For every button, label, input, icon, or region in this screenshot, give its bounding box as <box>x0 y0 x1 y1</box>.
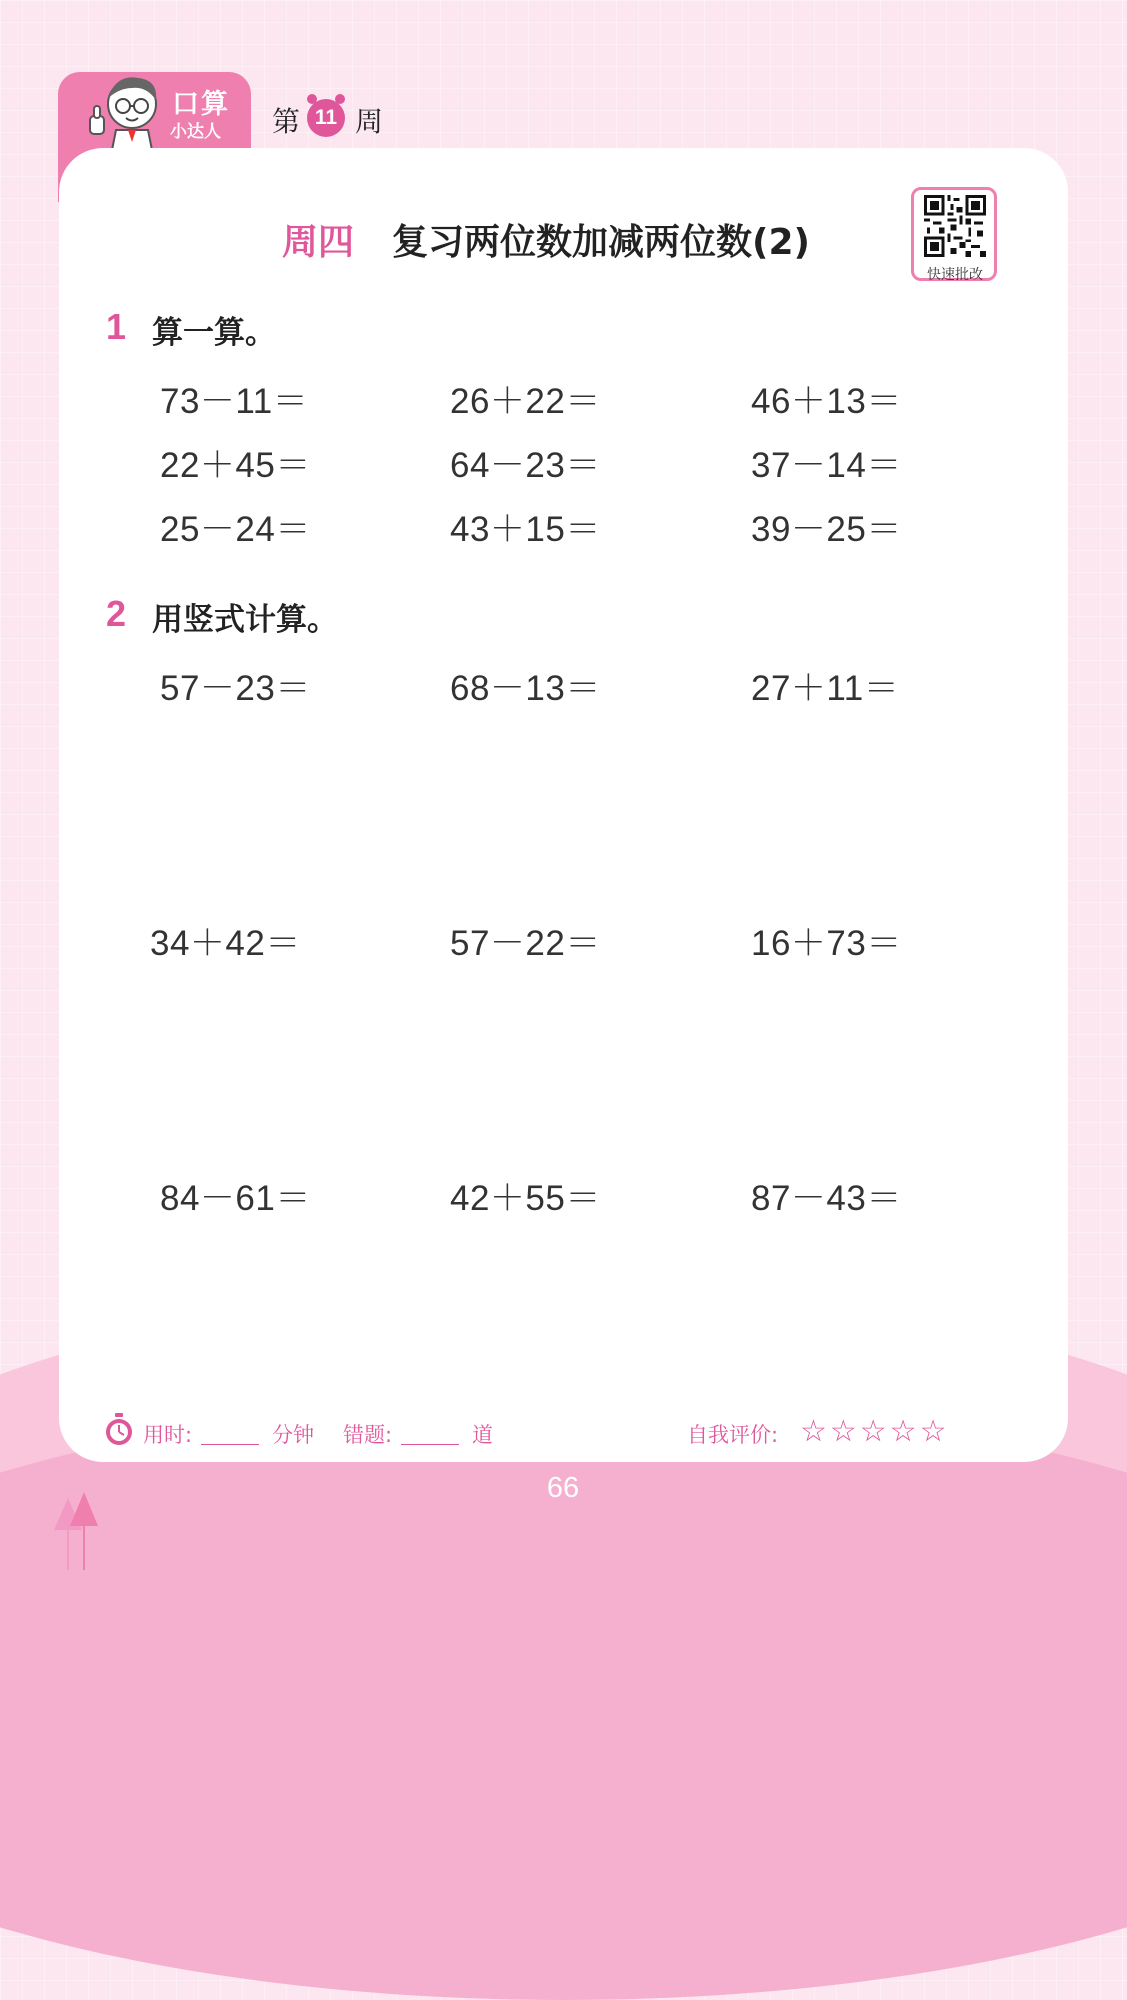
problem: 34＋42＝ <box>150 924 301 963</box>
problem: 16＋73＝ <box>751 924 902 963</box>
problem: 42＋55＝ <box>450 1179 601 1218</box>
problem: 68－13＝ <box>450 669 601 708</box>
time-unit: 分钟 <box>272 1423 314 1447</box>
week-suffix: 周 <box>355 105 384 138</box>
rating-stars[interactable]: ☆☆☆☆☆ <box>800 1415 950 1448</box>
problem: 43＋15＝ <box>450 510 601 549</box>
stopwatch-icon <box>104 1413 134 1447</box>
problem: 46＋13＝ <box>751 382 902 421</box>
problem: 22＋45＝ <box>160 446 311 485</box>
tree-decoration-icon <box>52 1490 100 1570</box>
time-label: 用时: <box>143 1423 193 1447</box>
problem: 26＋22＝ <box>450 382 601 421</box>
problem: 37－14＝ <box>751 446 902 485</box>
errors-blank[interactable] <box>401 1444 459 1445</box>
problem: 39－25＝ <box>751 510 902 549</box>
section-1-number: 1 <box>106 306 127 347</box>
qr-label: 快速批改 <box>927 266 983 282</box>
problem: 87－43＝ <box>751 1179 902 1218</box>
problem: 84－61＝ <box>160 1179 311 1218</box>
self-eval-label: 自我评价: <box>687 1423 779 1447</box>
problem: 64－23＝ <box>450 446 601 485</box>
errors-label: 错题: <box>343 1423 393 1447</box>
section-2-number: 2 <box>106 593 127 634</box>
title-day: 周四 <box>282 222 355 263</box>
tab-subtitle: 小达人 <box>170 122 221 141</box>
page-number: 66 <box>546 1472 580 1504</box>
problem: 25－24＝ <box>160 510 311 549</box>
week-prefix: 第 <box>272 105 301 138</box>
qr-code-icon[interactable] <box>920 195 990 257</box>
problem: 27＋11＝ <box>751 669 900 708</box>
time-blank[interactable] <box>201 1444 259 1445</box>
errors-unit: 道 <box>472 1423 493 1447</box>
week-number-badge: 11 <box>307 99 345 137</box>
problem: 57－22＝ <box>450 924 601 963</box>
problem: 73－11＝ <box>160 382 309 421</box>
tab-title: 口算 <box>172 89 230 119</box>
page-title: 复习两位数加减两位数(2) <box>392 222 810 263</box>
section-1-instruction: 算一算。 <box>152 315 276 351</box>
problem: 57－23＝ <box>160 669 311 708</box>
section-2-instruction: 用竖式计算。 <box>152 602 338 638</box>
mascot-icon <box>76 70 172 150</box>
